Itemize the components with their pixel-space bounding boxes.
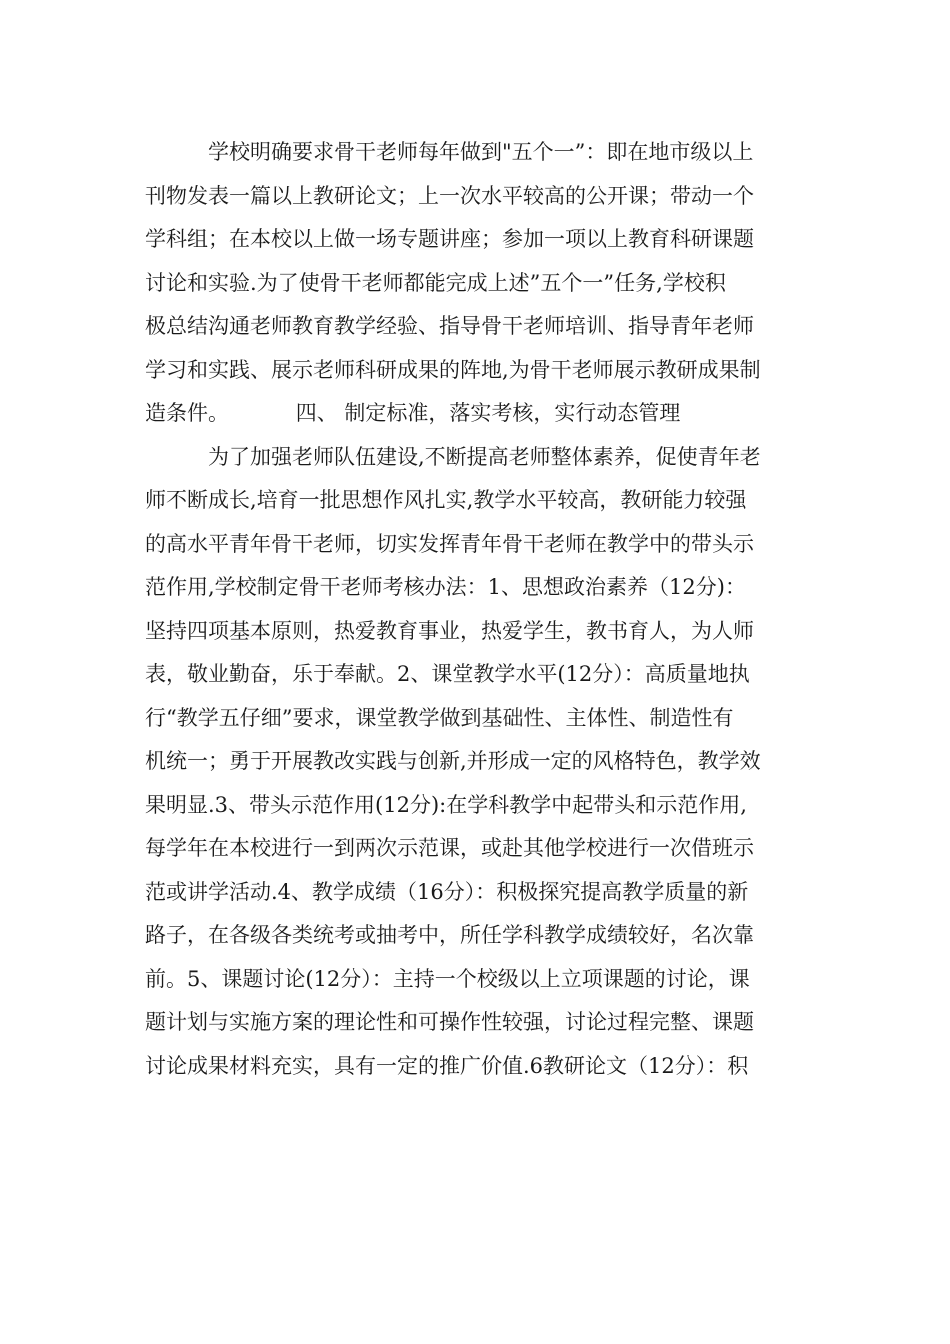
text-line-content: 学校明确要求骨干老师每年做到"五个一”：即在地市级以上 [208,140,754,164]
text-line-content: 的高水平青年骨干老师，切实发挥青年骨干老师在教学中的带头示 [145,531,754,556]
text-line-content: 极总结沟通老师教育教学经验、指导骨干老师培训、指导青年老师 [145,314,754,338]
text-line-content: 行“教学五仔细”要求，课堂教学做到基础性、主体性、制造性有 [145,705,734,730]
text-line [145,740,810,784]
text-line-content: 学科组；在本校以上做一场专题讲座；参加一项以上教育科研课题 [145,227,754,251]
text-line [145,262,810,306]
text-line-section-heading [145,392,810,436]
text-line-content: 讨论和实验.为了使骨干老师都能完成上述”五个一”任务,学校积 [145,270,726,295]
text-line-content: 为了加强老师队伍建设,不断提高老师整体素养，促使青年老 [208,444,761,469]
text-line-content: 表，敬业勤奋，乐于奉献。2、课堂教学水平(12分）：高质量地执 [145,662,750,686]
text-line-content: 师不断成长,培育一批思想作风扎实,教学水平较高，教研能力较强 [145,488,747,512]
text-line [145,958,810,1002]
text-line-content: 坚持四项基本原则，热爱教育事业，热爱学生，教书育人，为人师 [145,618,754,643]
text-line [145,523,810,567]
text-line [145,784,810,828]
text-line [145,566,810,610]
text-line [145,305,810,349]
text-line [145,653,810,697]
paragraph-goals [145,131,810,436]
text-line-content: 讨论成果材料充实，具有一定的推广价值.6教研论文（12分）：积 [145,1053,749,1078]
body-text [145,131,810,1088]
text-line-content: 果明显.3、带头示范作用(12分):在学科教学中起带头和示范作用, [145,792,747,817]
text-line [145,479,810,523]
paragraph-assessment [145,436,810,1089]
text-line-content: 路子，在各级各类统考或抽考中，所任学科教学成绩较好，名次靠 [145,923,754,947]
text-line [145,871,810,915]
text-line [145,175,810,219]
text-line [145,697,810,741]
text-line-content: 范作用,学校制定骨干老师考核办法：1、思想政治素养（12分)： [145,575,746,599]
text-line-content: 范或讲学活动.4、教学成绩（16分）：积极探究提高教学质量的新 [145,879,749,904]
text-line [145,610,810,654]
text-line-content: 学习和实践、展示老师科研成果的阵地,为骨干老师展示教研成果制 [145,357,761,382]
text-line-content: 每学年在本校进行一到两次示范课，或赴其他学校进行一次借班示 [145,836,754,860]
text-line-content: 机统一；勇于开展教改实践与创新,并形成一定的风格特色，教学效 [145,749,761,773]
text-line [145,827,810,871]
text-line-content: 造条件。 四、 制定标准，落实考核，实行动态管理 [145,401,681,425]
text-line [145,914,810,958]
text-line [145,1045,810,1089]
text-line [145,131,810,175]
text-line-content: 题计划与实施方案的理论性和可操作性较强，讨论过程完整、课题 [145,1010,754,1034]
text-line-content: 前。5、课题讨论(12分）：主持一个校级以上立项课题的讨论，课 [145,966,750,991]
text-line [145,218,810,262]
text-line [145,436,810,480]
text-line [145,1001,810,1045]
text-line-content: 刊物发表一篇以上教研论文；上一次水平较高的公开课；带动一个 [145,183,754,208]
text-line [145,349,810,393]
